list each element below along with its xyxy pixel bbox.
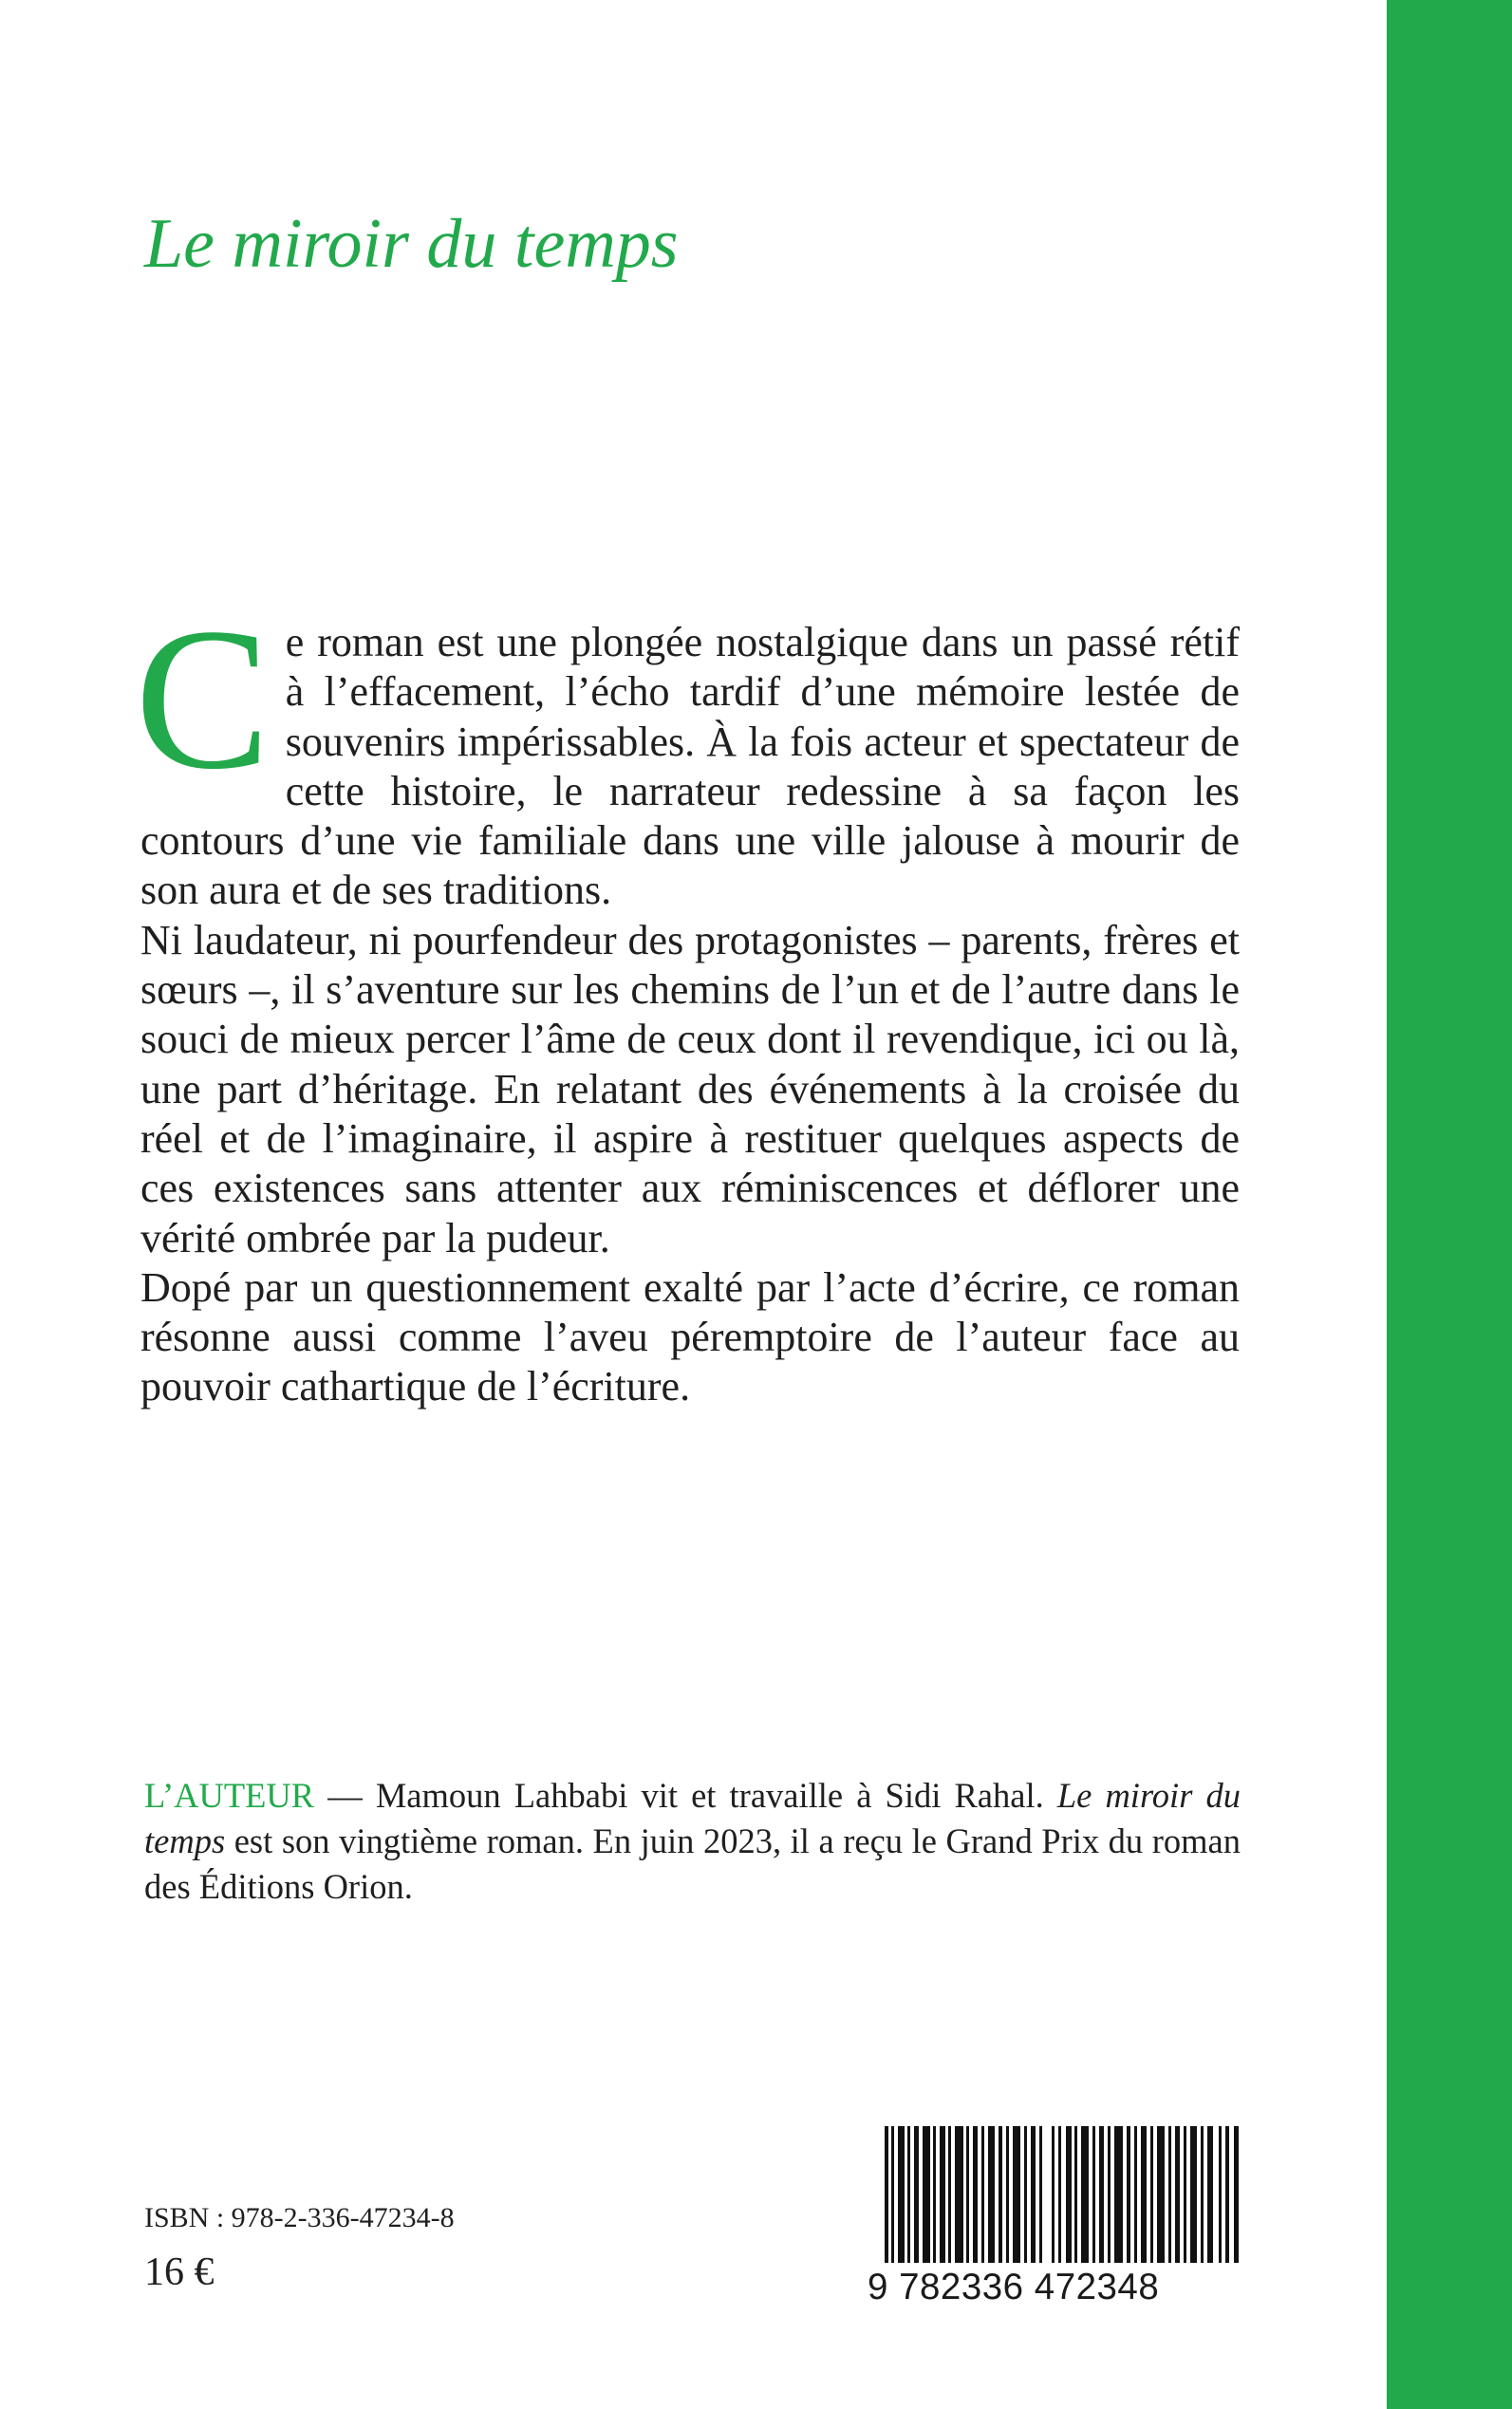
author-label: L’AUTEUR (144, 1776, 315, 1815)
barcode-digits: 9 782336 472348 (868, 2263, 1247, 2308)
blurb-paragraph-1: e roman est une plongée nostalgique dans un passé rétif à l’effacement, l’écho tardif d’une mémoire lestée de souvenirs impérissables. À la fois acteur et spectateur de cette histoire, le narrateur redessine à sa façon les contours d’une vie familiale dans une ville jalouse à mourir de son aura et de ses traditions. (140, 619, 1240, 914)
book-title: Le miroir du temps (144, 205, 679, 283)
isbn-number: ISBN : 978-2-336-47234-8 (144, 2202, 455, 2233)
blurb-paragraph-3: Dopé par un questionnement exalté par l’acte d’écrire, ce roman résonne aussi comme l’aveu péremptoire de l’auteur face au pouvoir cathartique de l’écriture. (140, 1263, 1240, 1410)
author-bio (144, 1773, 1241, 1910)
back-cover-blurb (135, 587, 1240, 1412)
author-bio-rest: est son vingtième roman. En juin 2023, il a reçu le Grand Prix du roman des Éditions Orion. (144, 1821, 1241, 1906)
price: 16 € (144, 2250, 215, 2294)
author-book-title: Le miroir du temps (144, 1776, 1241, 1860)
green-spine-band (1387, 0, 1512, 2409)
blurb-paragraph-2: Ni laudateur, ni pourfendeur des protagonistes – parents, frères et sœurs –, il s’aventure sur les chemins de l’un et de l’autre dans le souci de mieux percer l’âme de ceux dont il revendique, ici ou là, une part d’héritage. En relatant des événements à la croisée du réel et de l’imaginaire, il aspire à restituer quelques aspects de ces existences sans attenter aux réminiscences et déflorer une vérité ombrée par la pudeur. (140, 916, 1240, 1261)
author-dash: — (314, 1776, 376, 1815)
drop-cap: C (135, 587, 271, 812)
author-bio-line1: Mamoun Lahbabi vit et travaille à Sidi Rahal. (375, 1776, 1044, 1815)
